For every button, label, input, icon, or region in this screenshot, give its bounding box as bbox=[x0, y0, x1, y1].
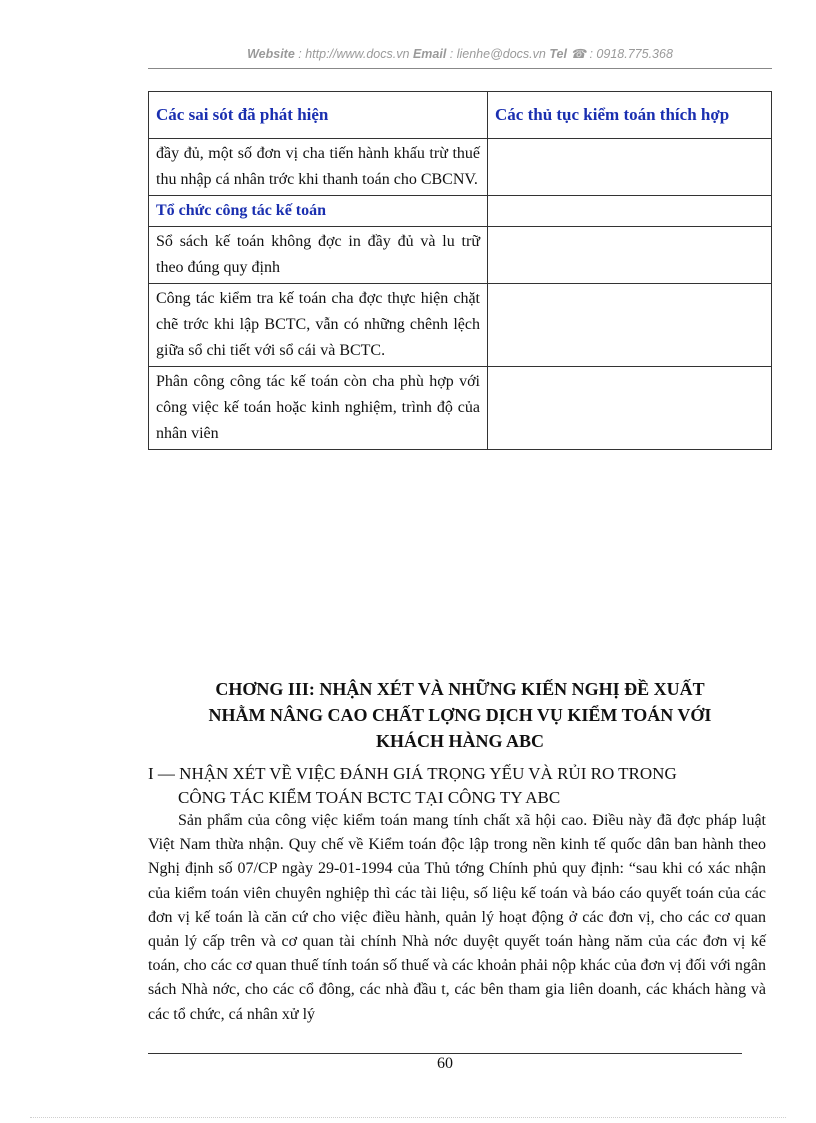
table-section-row bbox=[149, 196, 772, 227]
chapter-title-line: CHƠNG III: NHẬN XÉT VÀ NHỮNG KIẾN NGHỊ ĐỀ XUẤT bbox=[215, 679, 705, 699]
page-bottom-dotted-border bbox=[30, 1117, 786, 1118]
website-label: Website bbox=[247, 47, 295, 61]
page-header bbox=[148, 46, 772, 69]
email-value: : lienhe@docs.vn bbox=[449, 47, 546, 61]
procedure-cell bbox=[488, 284, 772, 367]
error-cell: Phân công công tác kế toán còn cha phù hợp với công việc kế toán hoặc kinh nghiệm, trình độ của nhân viên bbox=[149, 367, 488, 450]
chapter-title-line: KHÁCH HÀNG ABC bbox=[375, 731, 544, 751]
tel-label: Tel bbox=[549, 47, 567, 61]
column-header-procedures: Các thủ tục kiểm toán thích hợp bbox=[488, 92, 772, 139]
table-header-row bbox=[149, 92, 772, 139]
error-cell: Công tác kiểm tra kế toán cha đợc thực hiện chặt chẽ trớc khi lập BCTC, vẫn có những chênh lệch giữa sổ chi tiết với sổ cái và BCTC. bbox=[149, 284, 488, 367]
procedure-cell bbox=[488, 367, 772, 450]
error-cell: đầy đủ, một số đơn vị cha tiến hành khấu trừ thuế thu nhập cá nhân trớc khi thanh toán cho CBCNV. bbox=[149, 139, 488, 196]
footer-divider bbox=[148, 1053, 742, 1054]
table-row bbox=[149, 284, 772, 367]
table-row bbox=[149, 139, 772, 196]
table-row bbox=[149, 227, 772, 284]
section-heading-line: I — NHẬN XÉT VỀ VIỆC ĐÁNH GIÁ TRỌNG YẾU VÀ RỦI RO TRONG bbox=[148, 764, 677, 783]
section-heading-line: CÔNG TÁC KIỂM TOÁN BCTC TẠI CÔNG TY ABC bbox=[178, 788, 561, 807]
procedure-cell bbox=[488, 196, 772, 227]
chapter-title bbox=[148, 676, 772, 754]
email-label: Email bbox=[412, 47, 447, 61]
tel-value: ☎ : 0918.775.368 bbox=[570, 47, 673, 61]
audit-errors-table bbox=[148, 91, 772, 450]
body-paragraph: Sản phẩm của công việc kiểm toán mang tính chất xã hội cao. Điều này đã đợc pháp luật Việt Nam thừa nhận. Quy chế về Kiểm toán độc lập trong nền kinh tế quốc dân ban hành theo Nghị định số 07/CP ngày 29-01-1994 của Thủ tớng Chính phủ quy định: “sau khi có xác nhận của kiểm toán viên chuyên nghiệp thì các tài liệu, số liệu kế toán và báo cáo quyết toán của các đơn vị kế toán là căn cứ cho việc điều hành, quản lý hoạt động ở các đơn vị, cho các cơ quan quản lý cấp trên và cơ quan tài chính Nhà nớc duyệt quyết toán hàng năm của các đơn vị kế toán, cho các cơ quan thuế tính toán số thuế và các khoản phải nộp khác của đơn vị đối với ngân sách Nhà nớc, cho các cổ đông, các nhà đầu t, các bên tham gia liên doanh, các khách hàng và các tổ chức, cá nhân xử lý bbox=[148, 812, 766, 1023]
procedure-cell bbox=[488, 227, 772, 284]
section-heading bbox=[148, 762, 778, 810]
error-cell: Sổ sách kế toán không đợc in đầy đủ và lu trữ theo đúng quy định bbox=[149, 227, 488, 284]
page-number: 60 bbox=[437, 1055, 453, 1072]
website-value: : http://www.docs.vn bbox=[298, 47, 410, 61]
section-cell: Tổ chức công tác kế toán bbox=[149, 196, 488, 227]
chapter-title-line: NHẰM NÂNG CAO CHẤT LỢNG DỊCH VỤ KIỂM TOÁN VỚI bbox=[208, 705, 712, 725]
column-header-errors: Các sai sót đã phát hiện bbox=[149, 92, 488, 139]
table-row bbox=[149, 367, 772, 450]
procedure-cell bbox=[488, 139, 772, 196]
